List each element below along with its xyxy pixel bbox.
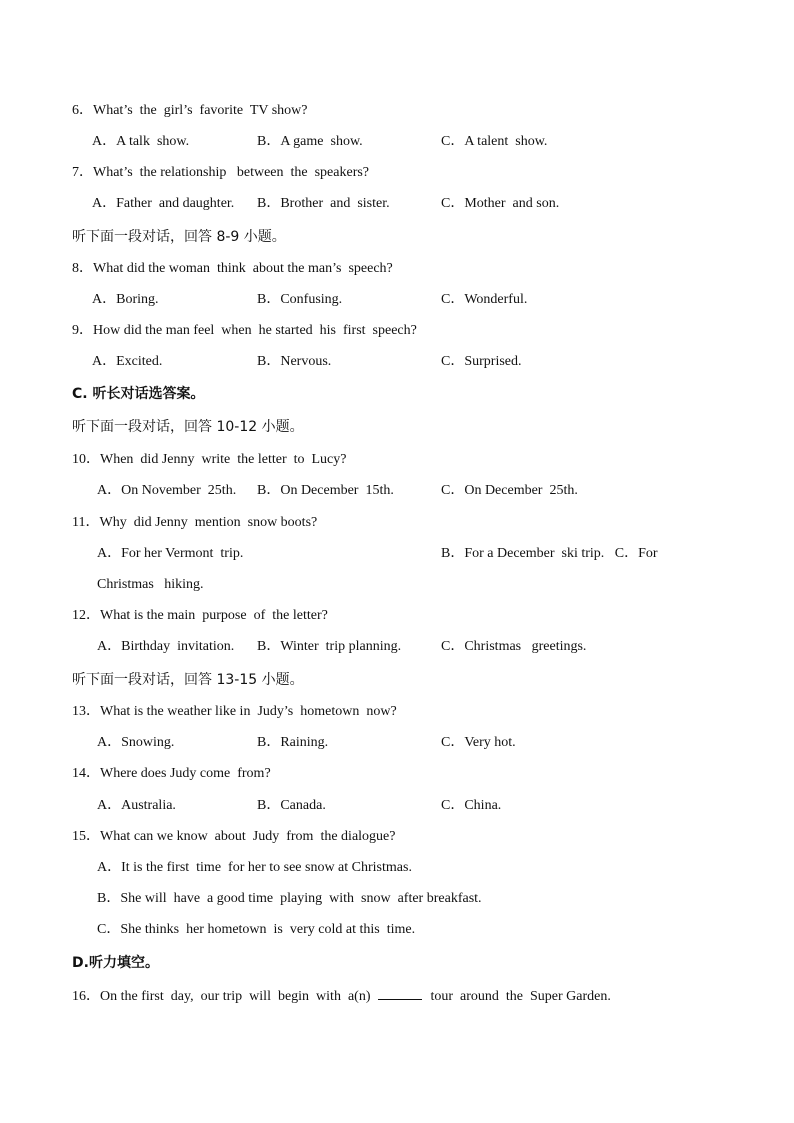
option-13-b: B．Raining. (257, 735, 329, 750)
question-14: 14．Where does Judy come from? (72, 766, 271, 781)
section-d-heading: D.听力填空。 (72, 955, 159, 971)
option-13-c: C．Very hot. (441, 735, 516, 750)
section-c-heading: C. 听长对话选答案。 (72, 386, 205, 402)
option-14-b: B．Canada. (257, 798, 326, 813)
option-10-b: B．On December 15th. (257, 483, 394, 498)
question-16-before: 16．On the first day, our trip will begin with a(n) (72, 989, 371, 1004)
question-16-after: tour around the Super Garden. (430, 989, 611, 1004)
option-6-c: C．A talent show. (441, 134, 548, 149)
answer-blank[interactable] (378, 986, 422, 1000)
instruction-13-15: 听下面一段对话，回答 13-15 小题。 (72, 672, 304, 688)
option-7-a: A．Father and daughter. (92, 196, 235, 211)
question-7: 7．What’s the relationship between the speakers? (72, 165, 370, 180)
option-6-a: A．A talk show. (92, 134, 190, 149)
option-8-c: C．Wonderful. (441, 292, 528, 307)
question-15: 15．What can we know about Judy from the dialogue? (72, 829, 396, 844)
option-9-c: C．Surprised. (441, 354, 522, 369)
option-7-c: C．Mother and son. (441, 196, 560, 211)
option-12-a: A．Birthday invitation. (97, 639, 235, 654)
option-11-a: A．For her Vermont trip. (97, 546, 244, 561)
option-12-c: C．Christmas greetings. (441, 639, 587, 654)
option-15-a: A．It is the first time for her to see snow at Christmas. (97, 860, 412, 875)
option-14-c: C．China. (441, 798, 502, 813)
question-9: 9．How did the man feel when he started his first speech? (72, 323, 417, 338)
question-12: 12．What is the main purpose of the letter? (72, 608, 328, 623)
option-10-c: C．On December 25th. (441, 483, 578, 498)
option-15-b: B．She will have a good time playing with snow after breakfast. (97, 891, 482, 906)
question-13: 13．What is the weather like in Judy’s hometown now? (72, 704, 397, 719)
question-10: 10．When did Jenny write the letter to Lucy? (72, 452, 347, 467)
option-6-b: B．A game show. (257, 134, 363, 149)
option-9-a: A．Excited. (92, 354, 163, 369)
option-8-b: B．Confusing. (257, 292, 343, 307)
option-13-a: A．Snowing. (97, 735, 175, 750)
option-8-a: A．Boring. (92, 292, 159, 307)
instruction-8-9: 听下面一段对话，回答 8-9 小题。 (72, 229, 286, 245)
option-10-a: A．On November 25th. (97, 483, 237, 498)
option-9-b: B．Nervous. (257, 354, 332, 369)
question-11: 11．Why did Jenny mention snow boots? (72, 515, 318, 530)
option-7-b: B．Brother and sister. (257, 196, 390, 211)
question-6: 6．What’s the girl’s favorite TV show? (72, 103, 308, 118)
option-12-b: B．Winter trip planning. (257, 639, 402, 654)
option-15-c: C．She thinks her hometown is very cold at this time. (97, 922, 416, 937)
option-11-b: B．For a December ski trip. C．For (441, 546, 658, 561)
option-14-a: A．Australia. (97, 798, 176, 813)
instruction-10-12: 听下面一段对话，回答 10-12 小题。 (72, 419, 304, 435)
option-11-c-continuation: Christmas hiking. (97, 577, 204, 592)
question-16 (72, 986, 611, 1006)
question-8: 8．What did the woman think about the man’s speech? (72, 261, 393, 276)
